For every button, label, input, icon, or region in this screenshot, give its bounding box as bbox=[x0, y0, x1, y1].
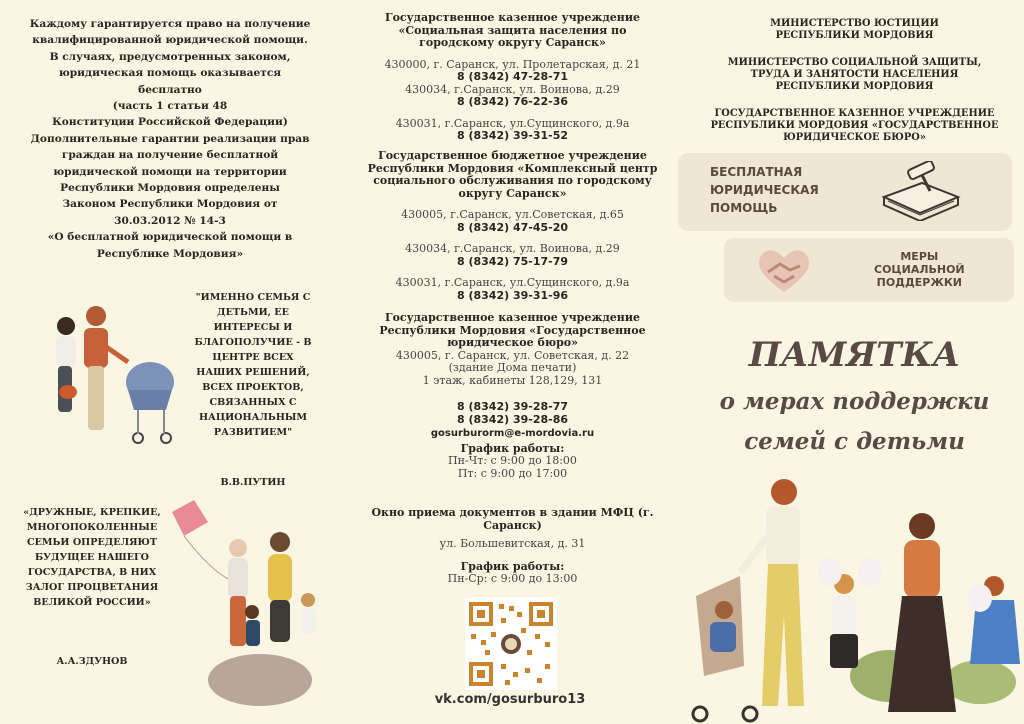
putin-quote-author: В.В.ПУТИН bbox=[220, 477, 286, 488]
org-title: Государственное казенное учреждение «Социальная защита населения по городскому округу Саранск» bbox=[384, 11, 641, 49]
org-title: Государственное казенное учреждение Республики Мордовия «Государственное юридическое бюро» bbox=[379, 311, 646, 349]
zdunov-quote: «ДРУЖНЫЕ, КРЕПКИЕ, МНОГОПОКОЛЕННЫЕ СЕМЬИ ОПРЕДЕЛЯЮТ БУДУЩЕЕ НАШЕГО ГОСУДАРСТВА, В НИХ ЗАЛОГ ПРОЦВЕТАНИЯ ВЕЛИКОЙ РОССИИ» bbox=[23, 507, 161, 608]
ministry-social: МИНИСТЕРСТВО СОЦИАЛЬНОЙ ЗАЩИТЫ, ТРУДА И ЗАНЯТОСТИ НАСЕЛЕНИЯ РЕСПУБЛИКИ МОРДОВИЯ bbox=[727, 57, 982, 92]
free-legal-aid-card[interactable] bbox=[678, 153, 1012, 231]
memo-subtitle-line1: о мерах поддержки bbox=[719, 388, 990, 415]
address: ул. Большевитская, д. 31 bbox=[439, 537, 586, 550]
intro-line: юридической помощи на территории bbox=[53, 165, 287, 178]
org-social-protection bbox=[340, 12, 685, 143]
address: 430005, г.Саранск, ул.Советская, д.65 bbox=[401, 208, 624, 221]
address: 430034, г.Саранск, ул. Воинова, д.29 bbox=[405, 82, 620, 96]
schedule-title: График работы: bbox=[460, 441, 565, 455]
phone: 8 (8342) 47-28-71 bbox=[456, 70, 569, 83]
org-social-service-center bbox=[340, 150, 685, 302]
intro-line: Республики Мордовия определены bbox=[60, 182, 280, 195]
intro-line: бесплатно bbox=[138, 83, 202, 96]
book-gavel-icon bbox=[878, 161, 962, 221]
phone: 8 (8342) 39-31-96 bbox=[456, 288, 569, 302]
legal-intro bbox=[14, 16, 326, 262]
zdunov-quote-author: А.А.ЗДУНОВ bbox=[56, 656, 128, 667]
intro-line: «О бесплатной юридической помощи в bbox=[47, 231, 293, 244]
left-panel bbox=[0, 0, 340, 724]
card-line: МЕРЫ bbox=[900, 250, 939, 263]
address: 430005, г. Саранск, ул. Советская, д. 22 bbox=[395, 348, 630, 362]
card-line: ПОМОЩЬ bbox=[710, 201, 778, 215]
schedule-line: Пн-Чт: с 9:00 до 18:00 bbox=[448, 454, 577, 467]
intro-line: (часть 1 статьи 48 bbox=[112, 100, 228, 113]
intro-line: Дополнительные гарантии реализации прав bbox=[30, 132, 310, 145]
address: 430031, г.Саранск, ул.Сущинского, д.9а bbox=[395, 276, 630, 289]
mfc-title: Окно приема документов в здании МФЦ (г. Саранск) bbox=[371, 506, 654, 532]
phone: 8 (8342) 76-22-36 bbox=[456, 95, 569, 108]
social-support-label bbox=[874, 250, 965, 289]
org-title: Государственное бюджетное учреждение Республики Мордовия «Комплексный центр социального обслуживания по городскому округу Саранск» bbox=[367, 149, 658, 200]
address: 430031, г.Саранск, ул.Сущинского, д.9а bbox=[395, 116, 630, 130]
phone: 8 (8342) 47-45-20 bbox=[456, 220, 569, 234]
intro-line: квалифицированной юридической помощи. bbox=[32, 34, 308, 47]
org-legal-bureau bbox=[340, 312, 685, 480]
schedule-line: Пн-Ср: с 9:00 до 13:00 bbox=[447, 572, 578, 585]
card-line: БЕСПЛАТНАЯ bbox=[710, 165, 803, 179]
phone: 8 (8342) 39-28-86 bbox=[456, 412, 569, 426]
phone: 8 (8342) 39-28-77 bbox=[456, 400, 569, 413]
phone: 8 (8342) 75-17-79 bbox=[456, 254, 569, 268]
intro-line: Республике Мордовия» bbox=[96, 247, 244, 260]
address: 430000, г. Саранск, ул. Пролетарская, д. 21 bbox=[384, 57, 641, 71]
ministry-justice: МИНИСТЕРСТВО ЮСТИЦИИ РЕСПУБЛИКИ МОРДОВИЯ bbox=[770, 18, 939, 41]
address: 430034, г.Саранск, ул. Воинова, д.29 bbox=[405, 242, 620, 255]
intro-line: 30.03.2012 № 14-3 bbox=[114, 214, 226, 227]
card-line: ЮРИДИЧЕСКАЯ bbox=[710, 183, 819, 197]
address-note: (здание Дома печати) bbox=[448, 361, 577, 374]
vk-link[interactable]: vk.com/gosurburo13 bbox=[434, 692, 586, 707]
social-support-card[interactable] bbox=[724, 238, 1014, 302]
putin-quote: "ИМЕННО СЕМЬЯ С ДЕТЬМИ, ЕЕ ИНТЕРЕСЫ И БЛАГОПОЛУЧИЕ - В ЦЕНТРЕ ВСЕХ НАШИХ РЕШЕНИЙ, ВСЕХ ПРОЕКТОВ, СВЯЗАННЫХ С НАЦИОНАЛЬНЫМ РАЗВИТИЕМ" bbox=[194, 292, 312, 438]
middle-panel bbox=[340, 0, 685, 724]
intro-line: юридическая помощь оказывается bbox=[58, 67, 282, 80]
family-walking-illustration bbox=[680, 476, 1024, 724]
intro-line: В случаях, предусмотренных законом, bbox=[49, 50, 291, 63]
memo-title: ПАМЯТКА bbox=[748, 335, 961, 375]
floor-info: 1 этаж, кабинеты 128,129, 131 bbox=[422, 373, 603, 387]
intro-line: Каждому гарантируется право на получение bbox=[29, 18, 311, 30]
schedule-line: Пт: с 9:00 до 17:00 bbox=[457, 466, 568, 480]
intro-line: Законом Республики Мордовия от bbox=[62, 198, 278, 211]
phone: 8 (8342) 39-31-52 bbox=[456, 129, 569, 142]
handshake-icon bbox=[754, 246, 814, 296]
qr-code[interactable] bbox=[465, 598, 557, 690]
memo-subtitle-line2: семей с детьми bbox=[744, 428, 965, 455]
family-with-kite-illustration bbox=[170, 500, 330, 710]
mfc-window bbox=[340, 507, 685, 586]
intro-line: граждан на получение бесплатной bbox=[61, 149, 279, 162]
family-with-stroller-illustration bbox=[38, 300, 188, 450]
schedule-title: График работы: bbox=[460, 559, 565, 573]
free-legal-aid-label bbox=[710, 163, 819, 217]
intro-line: Конституции Российской Федерации) bbox=[52, 116, 288, 129]
email-link[interactable]: gosurburorm@e-mordovia.ru bbox=[430, 428, 595, 439]
card-line: СОЦИАЛЬНОЙ bbox=[874, 263, 965, 276]
legal-bureau-header: ГОСУДАРСТВЕННОЕ КАЗЕННОЕ УЧРЕЖДЕНИЕ РЕСПУБЛИКИ МОРДОВИЯ «ГОСУДАРСТВЕННОЕ ЮРИДИЧЕСКОЕ БЮРО» bbox=[710, 108, 999, 143]
card-line: ПОДДЕРЖКИ bbox=[876, 276, 963, 289]
